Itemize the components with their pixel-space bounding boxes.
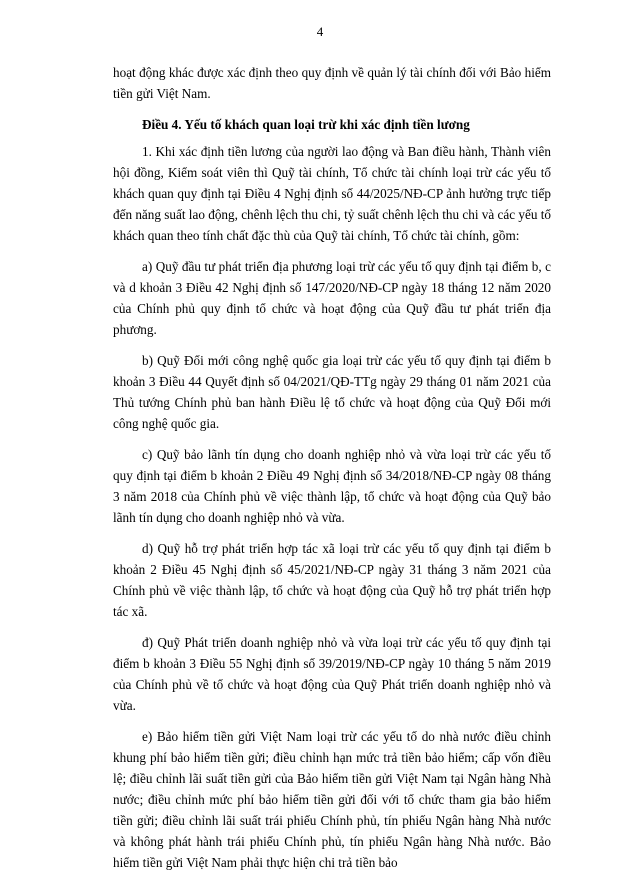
- item-c-paragraph: c) Quỹ bảo lãnh tín dụng cho doanh nghiệp nhỏ và vừa loại trừ các yếu tố quy định tại điểm b khoản 2 Điều 49 Nghị định số 34/2018/NĐ-CP ngày 08 tháng 3 năm 2018 của Chính phủ về việc thành lập, tổ chức và hoạt động của Quỹ bảo lãnh tín dụng cho doanh nghiệp nhỏ và vừa.: [113, 447, 551, 525]
- item-b-paragraph: b) Quỹ Đổi mới công nghệ quốc gia loại trừ các yếu tố quy định tại điểm b khoản 3 Điều 44 Quyết định số 04/2021/QĐ-TTg ngày 29 tháng 01 năm 2021 của Thủ tướng Chính phủ ban hành Điều lệ tổ chức và hoạt động của Quỹ Đổi mới công nghệ quốc gia.: [113, 353, 551, 431]
- continuation-paragraph: hoạt động khác được xác định theo quy định về quản lý tài chính đối với Bảo hiểm tiền gửi Việt Nam.: [113, 65, 551, 101]
- item-e-paragraph: e) Bảo hiểm tiền gửi Việt Nam loại trừ các yếu tố do nhà nước điều chỉnh khung phí bảo hiểm tiền gửi; điều chỉnh hạn mức trả tiền bảo hiểm; cấp vốn điều lệ; điều chỉnh lãi suất tiền gửi của Bảo hiểm tiền gửi Việt Nam tại Ngân hàng Nhà nước; điều chỉnh mức phí bảo hiểm tiền gửi đối với tổ chức tham gia bảo hiểm tiền gửi; điều chỉnh lãi suất trái phiếu Chính phủ, tín phiếu Ngân hàng Nhà nước và không phát hành trái phiếu Chính phủ, tín phiếu Ngân hàng Nhà nước. Bảo hiểm tiền gửi Việt Nam phải thực hiện chi trả tiền bảo: [113, 729, 551, 870]
- item-dd-paragraph: đ) Quỹ Phát triển doanh nghiệp nhỏ và vừa loại trừ các yếu tố quy định tại điểm b khoản 3 Điều 55 Nghị định số 39/2019/NĐ-CP ngày 10 tháng 5 năm 2019 của Chính phủ về tổ chức và hoạt động của Quỹ Phát triển doanh nghiệp nhỏ và vừa.: [113, 635, 551, 713]
- item-d-paragraph: d) Quỹ hỗ trợ phát triển hợp tác xã loại trừ các yếu tố quy định tại điểm b khoản 2 Điều 45 Nghị định số 45/2021/NĐ-CP ngày 31 tháng 3 năm 2021 của Chính phủ về việc thành lập, tổ chức và hoạt động của Quỹ hỗ trợ phát triển hợp tác xã.: [113, 541, 551, 619]
- clause-1-paragraph: 1. Khi xác định tiền lương của người lao động và Ban điều hành, Thành viên hội đồng, Kiểm soát viên thì Quỹ tài chính, Tổ chức tài chính loại trừ các yếu tố khách quan quy định tại Điều 4 Nghị định số 44/2025/NĐ-CP ảnh hưởng trực tiếp đến năng suất lao động, chênh lệch thu chi, tỷ suất chênh lệch thu chi và các yếu tố khách quan theo tính chất đặc thù của Quỹ tài chính, Tổ chức tài chính, gồm:: [113, 144, 551, 243]
- article-heading: Điều 4. Yếu tố khách quan loại trừ khi xác định tiền lương: [142, 117, 470, 132]
- item-a-paragraph: a) Quỹ đầu tư phát triển địa phương loại trừ các yếu tố quy định tại điểm b, c và d khoản 3 Điều 42 Nghị định số 147/2020/NĐ-CP ngày 18 tháng 12 năm 2020 của Chính phủ quy định tổ chức và hoạt động của Quỹ đầu tư phát triển địa phương.: [113, 259, 551, 337]
- document-body: [113, 62, 551, 883]
- page-number: 4: [316, 24, 324, 39]
